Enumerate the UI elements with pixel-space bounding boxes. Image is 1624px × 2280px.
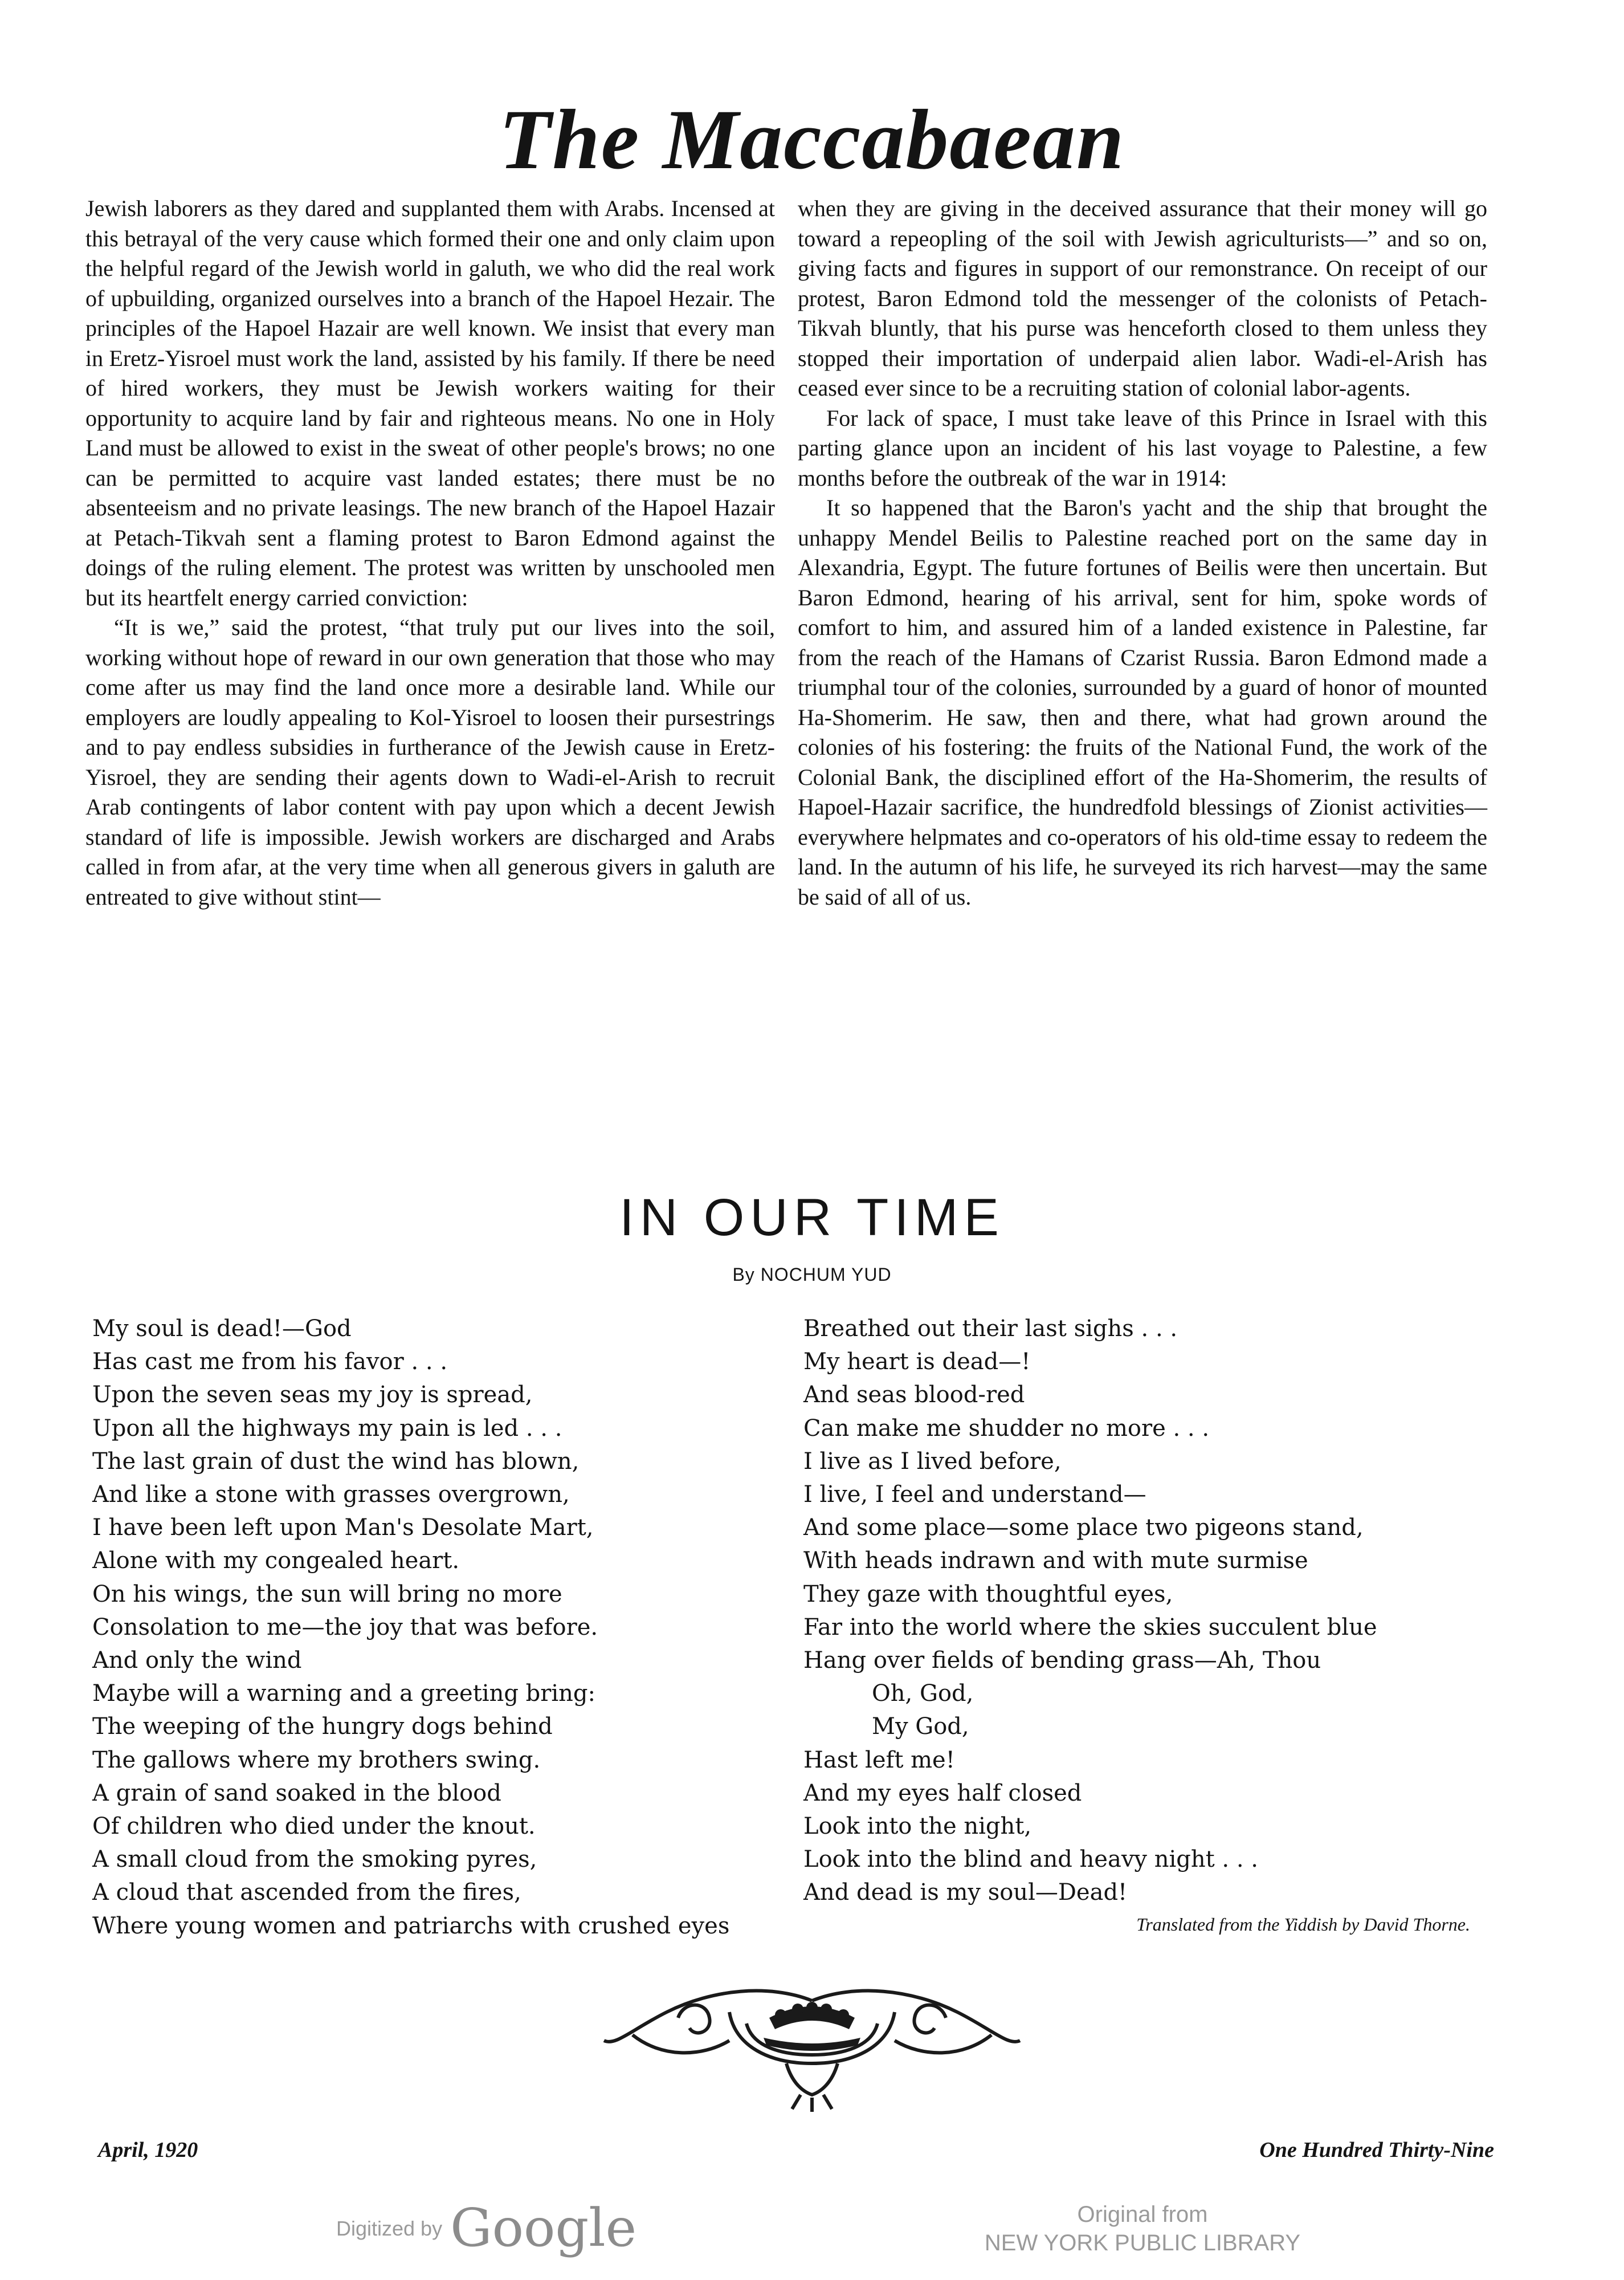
poem-column-right [803, 1312, 1521, 1909]
poem-line: Breathed out their last sighs . . . [803, 1316, 1178, 1342]
poem-line: With heads indrawn and with mute surmise [803, 1548, 1308, 1574]
poem-line: Hast left me! [803, 1746, 955, 1773]
poem-line: And dead is my soul—Dead! [803, 1879, 1128, 1906]
poem-column-left [92, 1312, 799, 1943]
poem-line: A cloud that ascended from the fires, [92, 1879, 521, 1906]
poem-line: Of children who died under the knout. [92, 1813, 536, 1840]
footer-date: April, 1920 [98, 2138, 198, 2162]
poem-line: I live as I lived before, [803, 1448, 1062, 1475]
masthead-title: The Maccabaean [499, 92, 1125, 187]
digitized-by-text: Digitized by [336, 2217, 443, 2240]
poem-line: Alone with my congealed heart. [92, 1548, 460, 1574]
poem-line: My heart is dead—! [803, 1349, 1031, 1375]
poem-line: And seas blood-red [803, 1382, 1025, 1408]
google-logo-text: Google [450, 2197, 637, 2258]
article-paragraph: It so happened that the Baron's yacht and the ship that brought the unhappy Mendel Beilis to Palestine reached port on the same day in Alexandria, Egypt. The future fortunes of Beilis were then uncertain. But Baron Edmond, hearing of his arrival, sent for him, spoke words of comfort to him, and assured him of a landed existence in Palestine, far from the reach of the Hamans of Czarist Russia. Baron Edmond made a triumphal tour of the colonies, surrounded by a guard of honor of mounted Ha-Shomerim. He saw, then and there, what had grown around the colonies of his fostering: the fruits of the National Fund, the work of the Colonial Bank, the disciplined effort of the Ha-Shomerim, the results of Hapoel-Hazair sacrifice, the hundredfold blessings of Zionist activities—everywhere helpmates and co-operators of his old-time essay to redeem the land. In the autumn of his life, he surveyed its rich harvest—may the same be said of all of us. [798, 495, 1487, 910]
poem-line: My God, [872, 1713, 969, 1740]
poem-line: And only the wind [92, 1647, 302, 1674]
poem-line: Hang over fields of bending grass—Ah, Thou [803, 1647, 1321, 1674]
poem-title: IN OUR TIME [619, 1188, 1005, 1247]
poem-byline: By NOCHUM YUD [732, 1264, 892, 1285]
poem-line: Upon all the highways my pain is led . . . [92, 1415, 562, 1442]
poem-line: Look into the blind and heavy night . . . [803, 1846, 1259, 1873]
ornament-flourish-icon [598, 1978, 1026, 2115]
poem-line: Maybe will a warning and a greeting bring: [92, 1680, 596, 1707]
poem-line: Consolation to me—the joy that was before. [92, 1614, 598, 1640]
poem-line: On his wings, the sun will bring no more [92, 1581, 562, 1607]
poem-line: Has cast me from his favor . . . [92, 1349, 448, 1375]
poem-line: My soul is dead!—God [92, 1316, 352, 1342]
poem-line: They gaze with thoughtful eyes, [803, 1581, 1173, 1607]
poem-line: Look into the night, [803, 1813, 1032, 1840]
poem-line: Oh, God, [872, 1680, 974, 1707]
poem-line: I live, I feel and understand— [803, 1481, 1146, 1508]
poem-line: A grain of sand soaked in the blood [92, 1780, 501, 1806]
article-column-right [798, 194, 1487, 912]
article-paragraph: “It is we,” said the protest, “that truly put our lives into the soil, working without hope of reward in our own generation that those who may come after us may find the land once more a desirable land. While our employers are loudly appealing to Kol-Yisroel to loosen their pursestrings and to pay endless subsidies in furtherance of the Jewish cause in Eretz-Yisroel, they are sending their agents down to Wadi-el-Arish to recruit Arab contingents of labor content with pay upon which a decent Jewish standard of life is impossible. Jewish workers are discharged and Arabs called in from afar, at the very time when all generous givers in galuth are entreated to give without stint— [85, 614, 775, 910]
library-name: NEW YORK PUBLIC LIBRARY [984, 2230, 1301, 2255]
poem-line: Where young women and patriarchs with crushed eyes [92, 1912, 730, 1939]
poem-line: Can make me shudder no more . . . [803, 1415, 1210, 1442]
article-paragraph: when they are giving in the deceived assurance that their money will go toward a repeopling of the soil with Jewish agriculturists—” and so on, giving facts and figures in support of our remonstrance. On receipt of our protest, Baron Edmond told the messenger of the colonists of Petach-Tikvah bluntly, that his purse was henceforth closed to them unless they stopped their importation of underpaid alien labor. Wadi-el-Arish has ceased ever since to be a recruiting station of colonial labor-agents. [798, 196, 1487, 401]
article-column-left [85, 194, 775, 912]
poem-line: And my eyes half closed [803, 1780, 1082, 1806]
poem-line: The last grain of dust the wind has blown, [92, 1448, 580, 1475]
poem-line: The gallows where my brothers swing. [92, 1746, 541, 1773]
poem-line: Upon the seven seas my joy is spread, [92, 1382, 533, 1408]
poem-line: And some place—some place two pigeons stand, [803, 1514, 1364, 1541]
poem-line: And like a stone with grasses overgrown, [92, 1481, 570, 1508]
translator-credit: Translated from the Yiddish by David Thorne. [1136, 1914, 1470, 1935]
digitized-watermark [336, 2197, 636, 2258]
article-paragraph: For lack of space, I must take leave of this Prince in Israel with this parting glance upon an incident of his last voyage to Palestine, a few months before the outbreak of the war in 1914: [798, 405, 1487, 491]
footer-page-number: One Hundred Thirty-Nine [1259, 2138, 1494, 2162]
library-watermark [972, 2200, 1313, 2257]
poem-line: A small cloud from the smoking pyres, [92, 1846, 537, 1873]
original-from-text: Original from [1077, 2202, 1208, 2227]
poem-line: I have been left upon Man's Desolate Mart, [92, 1514, 594, 1541]
poem-line: The weeping of the hungry dogs behind [92, 1713, 553, 1740]
article-paragraph: Jewish laborers as they dared and supplanted them with Arabs. Incensed at this betrayal of the very cause which formed their one and only claim upon the helpful regard of the Jewish world in galuth, we who did the real work of upbuilding, organized ourselves into a branch of the Hapoel Hezair. The principles of the Hapoel Hazair are well known. We insist that every man in Eretz-Yisroel must work the land, assisted by his family. If there be need of hired workers, they must be Jewish workers waiting for their opportunity to acquire land by fair and righteous means. No one in Holy Land must be allowed to exist in the sweat of other people's brows; no one can be permitted to acquire vast landed estates; there must be no absenteeism and no private leasings. The new branch of the Hapoel Hazair at Petach-Tikvah sent a flaming protest to Baron Edmond against the doings of the ruling element. The protest was written by unschooled men but its heartfelt energy carried conviction: [85, 196, 775, 610]
poem-line: Far into the world where the skies succulent blue [803, 1614, 1377, 1640]
